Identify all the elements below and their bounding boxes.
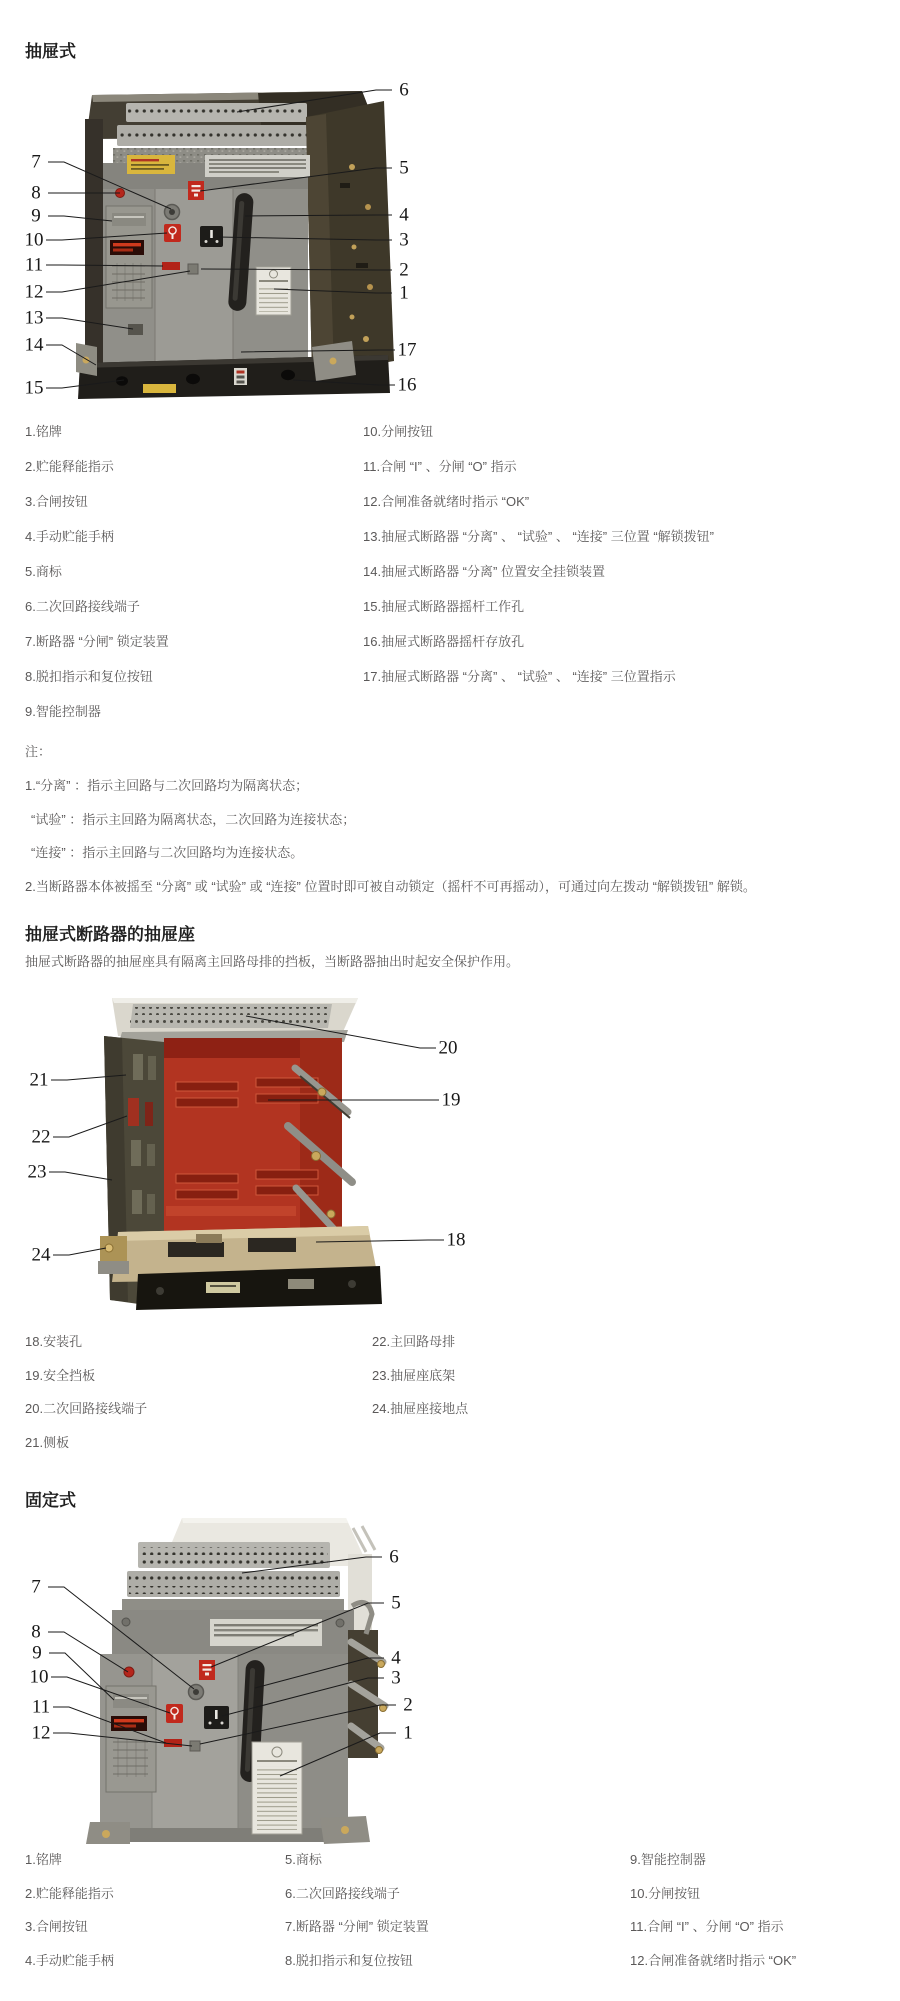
opening-button bbox=[164, 224, 181, 242]
callout-number-2: 2 bbox=[403, 1694, 413, 1716]
safety-shutter bbox=[164, 1038, 342, 1232]
left-edge bbox=[85, 119, 103, 365]
legend-item: 8.脱扣指示和复位按钮 bbox=[25, 669, 153, 684]
trip-reset-indicator bbox=[116, 189, 125, 198]
cradle-photo bbox=[0, 990, 480, 1325]
note-line: “试验” ：指示主回路为隔离状态，二次回路为连接状态； bbox=[31, 812, 356, 827]
callout-number-12: 12 bbox=[24, 281, 44, 303]
callout-number-5: 5 bbox=[399, 157, 409, 179]
right-bracket bbox=[312, 341, 356, 381]
legend-item: 9.智能控制器 bbox=[630, 1852, 706, 1867]
trademark-logo bbox=[188, 181, 204, 200]
controller-panel bbox=[106, 1686, 156, 1792]
legend-item: 10.分闸按钮 bbox=[630, 1885, 701, 1901]
callout-number-18: 18 bbox=[446, 1229, 466, 1251]
cradle-top bbox=[112, 998, 358, 1042]
legend-item: 6.二次回路接线端子 bbox=[25, 599, 140, 614]
callout-number-8: 8 bbox=[31, 182, 41, 204]
note-line: 1.“分离” ：指示主回路与二次回路均为隔离状态； bbox=[25, 778, 309, 793]
callout-number-6: 6 bbox=[399, 79, 409, 101]
section-title-fixed: 固定式 bbox=[25, 1491, 76, 1510]
lock-device bbox=[165, 205, 180, 220]
callout-number-1: 1 bbox=[403, 1722, 413, 1744]
callout-number-2: 2 bbox=[399, 259, 409, 281]
callout-number-24: 24 bbox=[31, 1244, 51, 1266]
legend-item: 2.贮能释能指示 bbox=[25, 1885, 114, 1901]
callout-number-22: 22 bbox=[31, 1126, 51, 1148]
legend-item: 7.断路器 “分闸” 锁定装置 bbox=[285, 1919, 429, 1934]
trademark-logo bbox=[199, 1660, 215, 1680]
onoff-indicator bbox=[162, 262, 180, 270]
legend-item: 16.抽屉式断路器摇杆存放孔 bbox=[363, 634, 525, 649]
legend-item: 3.合闸按钮 bbox=[25, 1919, 88, 1934]
legend-item: 1.铭牌 bbox=[25, 424, 62, 439]
legend-item: 5.商标 bbox=[25, 564, 62, 579]
fixed-breaker-photo bbox=[0, 1510, 430, 1850]
callout-number-10: 10 bbox=[24, 229, 44, 251]
legend-item: 7.断路器 “分闸” 锁定装置 bbox=[25, 634, 169, 649]
onoff-indicator bbox=[164, 1739, 182, 1747]
legend-item: 12.合闸准备就绪时指示 “OK” bbox=[363, 494, 530, 509]
side-panel bbox=[306, 101, 394, 375]
notes-label: 注： bbox=[25, 744, 52, 759]
secondary-terminal-blocks bbox=[113, 103, 316, 163]
callout-number-14: 14 bbox=[24, 334, 44, 356]
legend-item: 22.主回路母排 bbox=[372, 1334, 456, 1349]
legend-item: 23.抽屉座底架 bbox=[372, 1367, 456, 1383]
legend-item: 6.二次回路接线端子 bbox=[285, 1885, 400, 1901]
legend-item: 2.贮能释能指示 bbox=[25, 459, 114, 474]
cradle-figure bbox=[0, 990, 480, 1325]
legend-item: 4.手动贮能手柄 bbox=[25, 1952, 114, 1968]
callout-number-5: 5 bbox=[391, 1592, 401, 1614]
base-frame bbox=[112, 1226, 382, 1310]
legend-item: 18.安装孔 bbox=[25, 1334, 83, 1349]
legend-item: 15.抽屉式断路器摇杆工作孔 bbox=[363, 599, 525, 614]
controller-panel bbox=[106, 206, 152, 308]
callout-number-21: 21 bbox=[29, 1069, 49, 1091]
callout-number-4: 4 bbox=[391, 1647, 401, 1669]
ok-indicator bbox=[188, 264, 198, 274]
trip-reset-indicator bbox=[124, 1667, 134, 1677]
note-line: 2.当断路器本体被摇至 “分离” 或 “试验” 或 “连接” 位置时即可被自动锁定（摇杆不可再摇动），可通过向左拨动 “解锁拨钮” 解锁。 bbox=[25, 879, 756, 894]
legend-item: 24.抽屉座接地点 bbox=[372, 1401, 469, 1416]
callout-number-16: 16 bbox=[397, 374, 417, 396]
fixed-breaker-figure bbox=[0, 1510, 430, 1850]
legend-item: 13.抽屉式断路器 “分离” 、 “试验” 、 “连接” 三位置 “解锁拨钮” bbox=[363, 529, 714, 544]
section-title-cradle: 抽屉式断路器的抽屉座 bbox=[25, 925, 195, 944]
legend-item: 10.分闸按钮 bbox=[363, 424, 434, 439]
nameplate bbox=[252, 1742, 302, 1834]
callout-number-23: 23 bbox=[27, 1161, 47, 1183]
callout-number-3: 3 bbox=[399, 229, 409, 251]
drawer-breaker-photo bbox=[0, 75, 430, 405]
upper-front-band bbox=[103, 155, 310, 191]
callout-number-15: 15 bbox=[24, 377, 44, 399]
secondary-terminal-blocks bbox=[122, 1542, 344, 1612]
ground-bracket bbox=[98, 1236, 129, 1274]
legend-item: 11.合闸 “I” 、分闸 “O” 指示 bbox=[363, 459, 517, 474]
legend-item: 5.商标 bbox=[285, 1852, 322, 1867]
legend-item: 4.手动贮能手柄 bbox=[25, 529, 114, 544]
legend-item: 14.抽屉式断路器 “分离” 位置安全挂锁装置 bbox=[363, 564, 605, 579]
callout-number-17: 17 bbox=[397, 339, 417, 361]
callout-number-3: 3 bbox=[391, 1667, 401, 1689]
padlock-bracket bbox=[76, 343, 97, 376]
callout-number-11: 11 bbox=[31, 1696, 51, 1718]
legend-item: 11.合闸 “I” 、分闸 “O” 指示 bbox=[630, 1919, 784, 1934]
legend-item: 21.侧板 bbox=[25, 1434, 70, 1450]
callout-number-8: 8 bbox=[31, 1621, 41, 1643]
closing-button bbox=[200, 226, 223, 247]
warning-label bbox=[127, 155, 175, 174]
callout-number-7: 7 bbox=[31, 1576, 41, 1598]
section-title-drawer: 抽屉式 bbox=[25, 42, 76, 61]
callout-number-20: 20 bbox=[438, 1037, 458, 1059]
callout-number-11: 11 bbox=[24, 254, 44, 276]
legend-item: 9.智能控制器 bbox=[25, 704, 101, 719]
callout-number-4: 4 bbox=[399, 204, 409, 226]
cradle-description: 抽屉式断路器的抽屉座具有隔离主回路母排的挡板，当断路器抽出时起安全保护作用。 bbox=[25, 954, 520, 969]
legend-item: 17.抽屉式断路器 “分离” 、 “试验” 、 “连接” 三位置指示 bbox=[363, 669, 676, 684]
callout-number-7: 7 bbox=[31, 151, 41, 173]
legend-item: 3.合闸按钮 bbox=[25, 494, 88, 509]
callout-number-10: 10 bbox=[29, 1666, 49, 1688]
legend-item: 12.合闸准备就绪时指示 “OK” bbox=[630, 1952, 797, 1968]
closing-button bbox=[204, 1706, 229, 1729]
callout-number-19: 19 bbox=[441, 1089, 461, 1111]
callout-number-1: 1 bbox=[399, 282, 409, 304]
ok-indicator bbox=[190, 1741, 200, 1751]
legend-item: 20.二次回路接线端子 bbox=[25, 1401, 148, 1416]
legend-item: 8.脱扣指示和复位按钮 bbox=[285, 1952, 413, 1968]
note-line: “连接” ：指示主回路与二次回路均为连接状态。 bbox=[31, 845, 304, 860]
spec-label bbox=[205, 155, 310, 177]
nameplate bbox=[256, 267, 291, 315]
upper-body bbox=[112, 1610, 354, 1656]
legend-item: 19.安全挡板 bbox=[25, 1367, 96, 1383]
callout-number-9: 9 bbox=[32, 1642, 42, 1664]
opening-button bbox=[166, 1704, 183, 1723]
drawer-breaker-figure bbox=[0, 75, 430, 405]
callout-number-9: 9 bbox=[31, 205, 41, 227]
callout-number-12: 12 bbox=[31, 1722, 51, 1744]
callout-number-6: 6 bbox=[389, 1546, 399, 1568]
callout-number-13: 13 bbox=[24, 307, 44, 329]
lock-device bbox=[189, 1685, 204, 1700]
busbar-slot bbox=[128, 1098, 139, 1126]
legend-item: 1.铭牌 bbox=[25, 1852, 62, 1867]
